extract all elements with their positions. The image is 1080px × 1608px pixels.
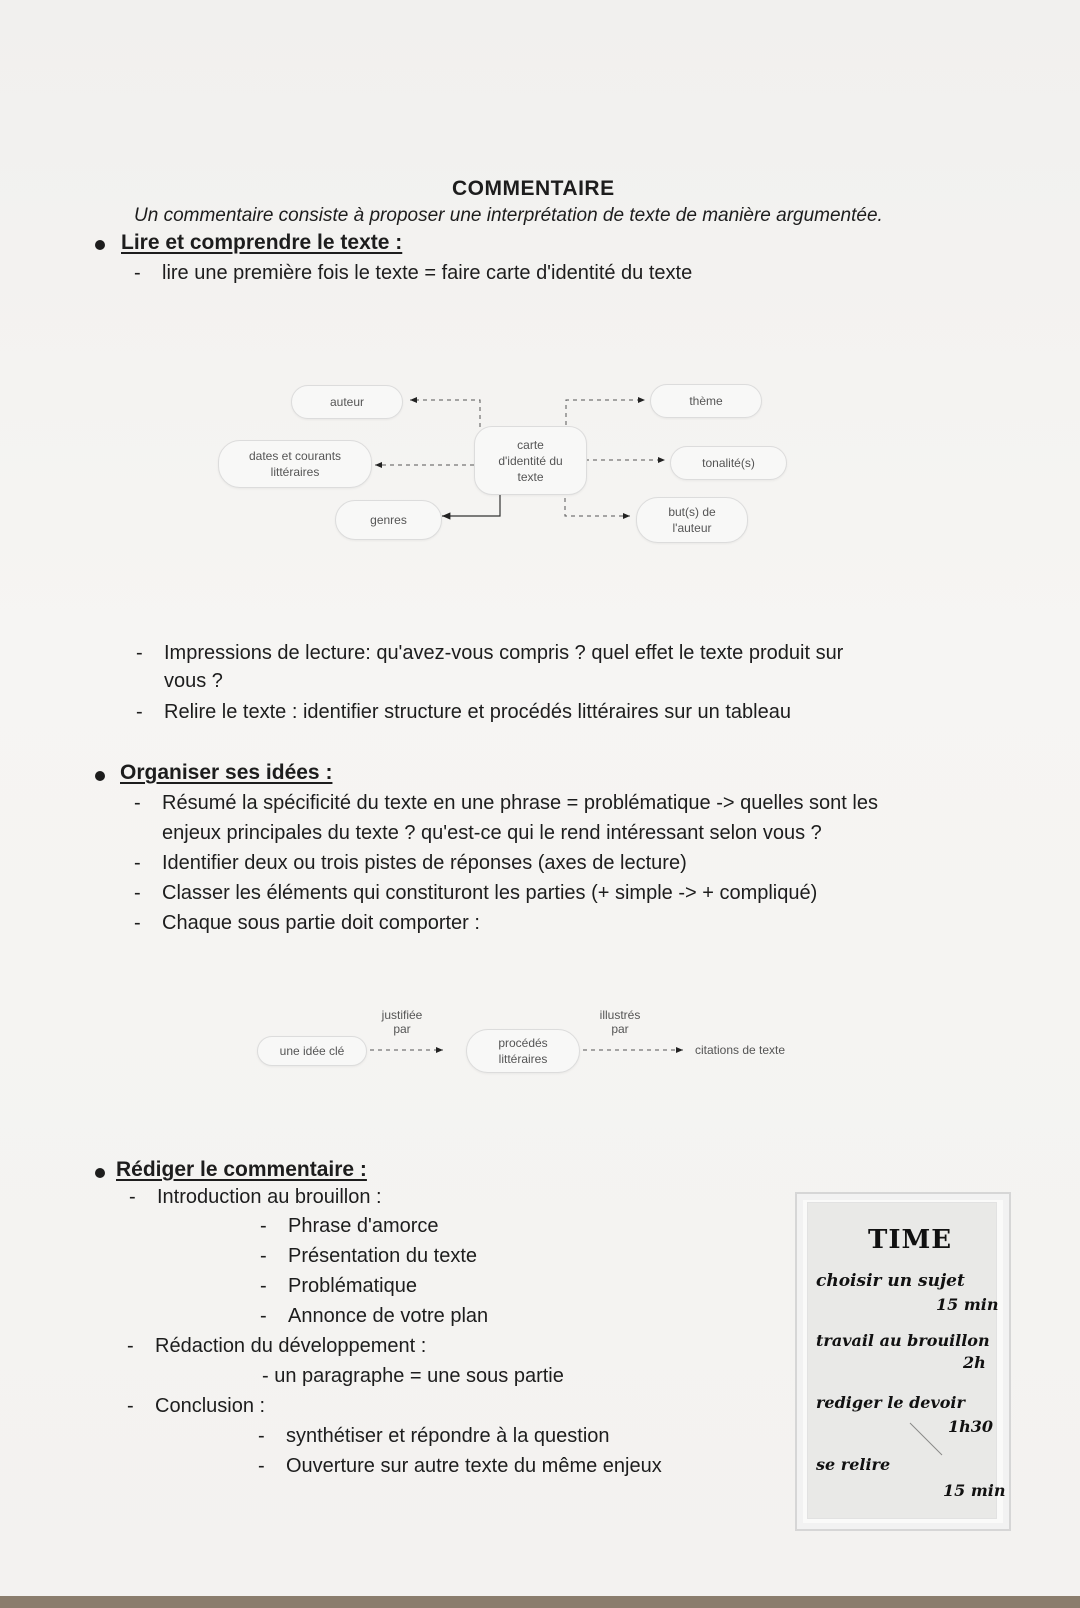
sub-list-item: - Présentation du texte [288,1245,477,1268]
section-heading-lire: Lire et comprendre le texte : [121,231,403,254]
flow-label-justifiee: justifiée par [381,1008,423,1036]
list-item-continued: vous ? [164,670,223,692]
sub-list-item: - Ouverture sur autre texte du même enjeux [286,1455,662,1478]
node-tonalite: tonalité(s) [670,446,787,480]
flow-node-idee: une idée clé [257,1036,367,1066]
list-item: - Rédaction du développement : [155,1335,426,1358]
time-row-label: rediger le devoir [816,1393,965,1412]
node-genres: genres [335,500,442,540]
time-row-value: 2h [963,1353,986,1372]
section-heading-rediger: Rédiger le commentaire : [116,1158,367,1181]
node-dates: dates et courants littéraires [218,440,372,488]
node-but: but(s) de l'auteur [636,497,748,543]
node-theme: thème [650,384,762,418]
intro-sentence: Un commentaire consiste à proposer une interprétation de texte de manière argumentée. [134,205,883,226]
node-auteur: auteur [291,385,403,419]
node-carte-identite: carte d'identité du texte [474,426,587,495]
time-row-label: travail au brouillon [816,1331,990,1350]
list-item: - lire une première fois le texte = faire carte d'identité du texte [162,262,692,285]
sub-list-item: - Problématique [288,1275,417,1298]
sub-list-item: - synthétiser et répondre à la question [286,1425,610,1448]
flow-node-procedes: procédés littéraires [466,1029,580,1073]
time-row-value: 15 min [943,1481,1006,1500]
sub-list-item: - Phrase d'amorce [288,1215,439,1238]
bullet-dot [95,1168,105,1178]
time-card [795,1192,1011,1531]
time-card-title: TIME [868,1225,953,1255]
list-item-continued: enjeux principales du texte ? qu'est-ce qui le rend intéressant selon vous ? [162,822,822,844]
list-item: - Impressions de lecture: qu'avez-vous compris ? quel effet le texte produit sur [164,642,843,665]
list-item: - Identifier deux ou trois pistes de réponses (axes de lecture) [162,852,687,875]
list-item: - Classer les éléments qui constituront les parties (+ simple -> + compliqué) [162,882,817,905]
time-row-value: 1h30 [948,1417,994,1436]
flow-node-citations: citations de texte [695,1043,786,1057]
page-title: COMMENTAIRE [452,177,615,200]
list-item: - Introduction au brouillon : [157,1186,382,1209]
sub-list-item: - un paragraphe = une sous partie [262,1365,564,1387]
time-row-label: choisir un sujet [816,1271,965,1291]
bullet-dot [95,771,105,781]
list-item: - Résumé la spécificité du texte en une phrase = problématique -> quelles sont les [162,792,878,815]
pencil-stroke [908,1421,948,1461]
time-row-label: se relire [816,1455,891,1474]
list-item: - Relire le texte : identifier structure et procédés littéraires sur un tableau [164,701,791,724]
table-edge [0,1596,1080,1608]
list-item: - Chaque sous partie doit comporter : [162,912,480,935]
flow-label-illustres: illustrés par [599,1008,641,1036]
sub-list-item: - Annonce de votre plan [288,1305,488,1328]
time-row-value: 15 min [936,1295,999,1314]
time-card-inner [807,1202,1006,1519]
section-heading-organiser: Organiser ses idées : [120,761,333,784]
list-item: - Conclusion : [155,1395,265,1418]
